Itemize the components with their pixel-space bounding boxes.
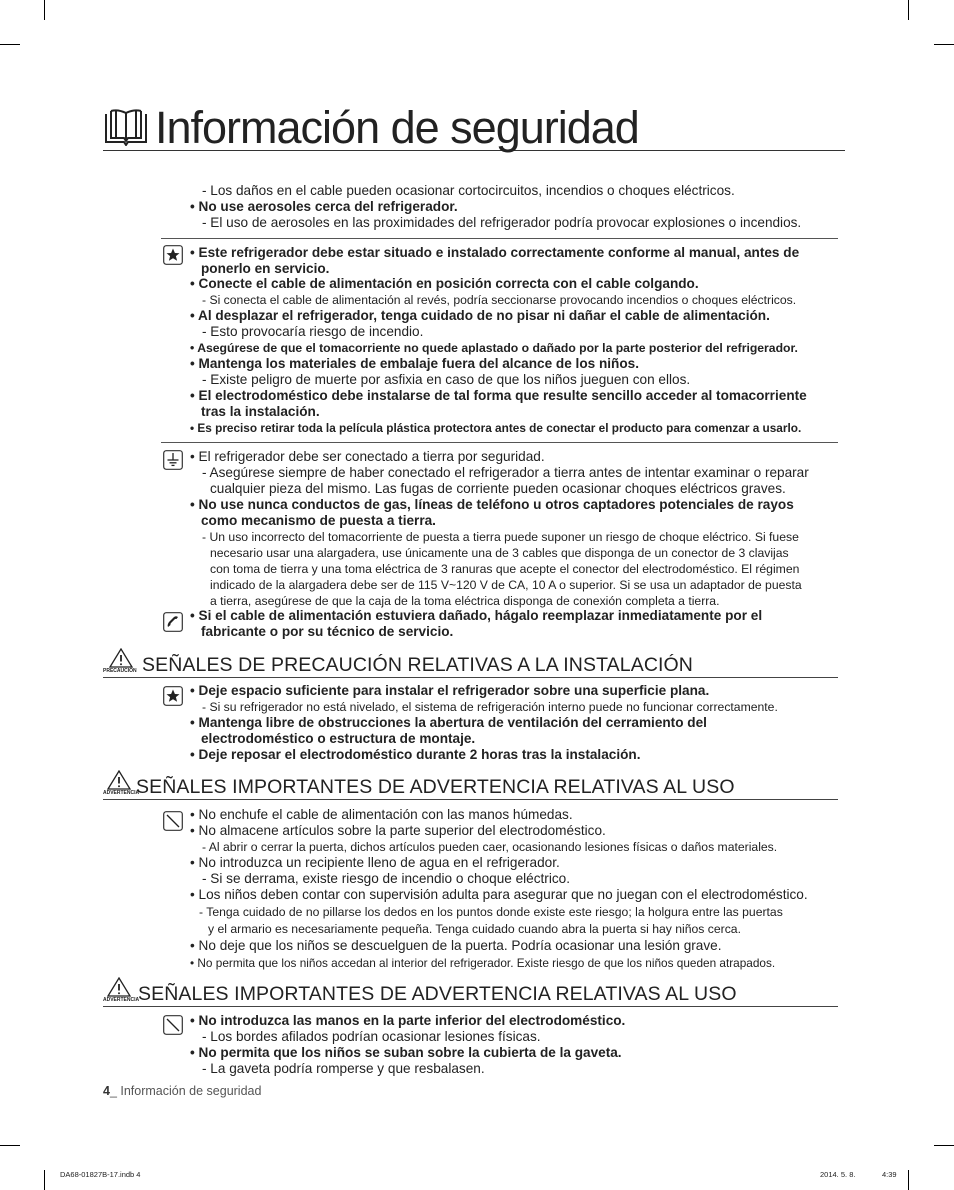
block2-line: cualquier pieza del mismo. Las fugas de corriente pueden ocasionar choques eléctricos graves. bbox=[210, 481, 786, 496]
section-rule bbox=[103, 1006, 838, 1007]
block2-line: como mecanismo de puesta a tierra. bbox=[201, 513, 436, 528]
page-title: Información de seguridad bbox=[155, 102, 639, 153]
block1-line: • Es preciso retirar toda la película plástica protectora antes de conectar el producto para comenzar a usarlo. bbox=[190, 421, 802, 435]
block1-line: - Si conecta el cable de alimentación al revés, podría seccionarse provocando incendios o choques eléctricos. bbox=[202, 293, 797, 307]
caution-triangle-icon bbox=[109, 648, 133, 668]
section3-line: - Los bordes afilados podrían ocasionar lesiones físicas. bbox=[202, 1029, 541, 1044]
page-title-bar bbox=[103, 104, 845, 151]
block1-line: • Asegúrese de que el tomacorriente no quede aplastado o dañado por la parte posterior del refrigerador. bbox=[190, 341, 798, 355]
block1-line: - Esto provocaría riesgo de incendio. bbox=[202, 324, 424, 339]
block2-line: - Un uso incorrecto del tomacorriente de puesta a tierra puede suponer un riesgo de choque eléctrico. Si fuese bbox=[202, 530, 799, 544]
page-number: 4 bbox=[103, 1084, 110, 1098]
block3-line: fabricante o por su técnico de servicio. bbox=[201, 624, 454, 639]
crop-mark bbox=[934, 1145, 954, 1146]
crop-mark bbox=[934, 44, 954, 45]
block1-line: • Conecte el cable de alimentación en posición correcta con el cable colgando. bbox=[190, 276, 699, 291]
block1-line: ponerlo en servicio. bbox=[201, 261, 330, 276]
warning-triangle-icon bbox=[107, 977, 131, 997]
print-slug-time: 4:39 bbox=[882, 1170, 897, 1179]
section1-line: electrodoméstico o estructura de montaje. bbox=[201, 731, 476, 746]
block2-line: - Asegúrese siempre de haber conectado el refrigerador a tierra antes de intentar examinar o reparar bbox=[202, 465, 809, 480]
section1-line: • Mantenga libre de obstrucciones la abertura de ventilación del cerramiento del bbox=[190, 715, 707, 730]
block2-line: a tierra, asegúrese de que la caja de la toma eléctrica disponga de conexión completa a tierra. bbox=[210, 594, 720, 608]
block2-line: • El refrigerador debe ser conectado a tierra por seguridad. bbox=[190, 449, 545, 464]
crop-mark bbox=[908, 0, 909, 20]
section1-line: • Deje reposar el electrodoméstico durante 2 horas tras la instalación. bbox=[190, 747, 641, 762]
section2-line: - Si se derrama, existe riesgo de incendio o choque eléctrico. bbox=[202, 871, 570, 886]
star-icon bbox=[163, 686, 183, 706]
print-slug-file: DA68-01827B-17.indb 4 bbox=[60, 1170, 141, 1179]
crop-mark bbox=[44, 0, 45, 20]
section-rule bbox=[103, 677, 838, 678]
block1-line: • Este refrigerador debe estar situado e instalado correctamente conforme al manual, antes de bbox=[190, 245, 800, 260]
block2-line: con toma de tierra y una toma eléctrica de 3 ranuras que acepte el conector del electrodoméstico. El régimen bbox=[210, 562, 800, 576]
section-rule bbox=[103, 799, 838, 800]
caution-label: PRECAUCIÓN bbox=[103, 668, 137, 674]
prohibited-icon bbox=[163, 1015, 183, 1035]
block1-line: • Mantenga los materiales de embalaje fuera del alcance de los niños. bbox=[190, 356, 639, 371]
crop-mark bbox=[0, 1145, 20, 1146]
block1-line: - Existe peligro de muerte por asfixia en caso de que los niños jueguen con ellos. bbox=[202, 372, 691, 387]
section-heading: SEÑALES IMPORTANTES DE ADVERTENCIA RELATIVAS AL USO bbox=[138, 983, 737, 1005]
crop-mark bbox=[44, 1170, 45, 1190]
footer-label: _ Información de seguridad bbox=[109, 1084, 262, 1098]
section2-line: • No deje que los niños se descuelguen de la puerta. Podría ocasionar una lesión grave. bbox=[190, 938, 722, 953]
section2-line: • No permita que los niños accedan al interior del refrigerador. Existe riesgo de que los niños queden atrapados. bbox=[190, 956, 776, 970]
section2-line: • Los niños deben contar con supervisión adulta para asegurar que no juegan con el electrodoméstico. bbox=[190, 887, 808, 902]
section3-line: • No permita que los niños se suban sobre la cubierta de la gaveta. bbox=[190, 1045, 622, 1060]
block2-line: indicado de la alargadera debe ser de 115 V~120 V de CA, 10 A o superior. Si se usa un adaptador de puesta bbox=[210, 578, 802, 592]
block1-line: • El electrodoméstico debe instalarse de tal forma que resulte sencillo acceder al tomacorriente bbox=[190, 388, 807, 403]
book-icon bbox=[103, 108, 149, 146]
section3-line: • No introduzca las manos en la parte inferior del electrodoméstico. bbox=[190, 1013, 626, 1028]
section-heading: SEÑALES IMPORTANTES DE ADVERTENCIA RELATIVAS AL USO bbox=[136, 776, 735, 798]
section1-line: • Deje espacio suficiente para instalar el refrigerador sobre una superficie plana. bbox=[190, 683, 710, 698]
warning-label: ADVERTENCIA bbox=[103, 997, 140, 1003]
prohibited-icon bbox=[163, 811, 183, 831]
intro-line: - El uso de aerosoles en las proximidades del refrigerador podría provocar explosiones o incendios. bbox=[202, 215, 802, 230]
divider bbox=[161, 238, 838, 239]
phone-icon bbox=[163, 612, 183, 632]
section2-line: • No almacene artículos sobre la parte superior del electrodoméstico. bbox=[190, 823, 606, 838]
block1-line: • Al desplazar el refrigerador, tenga cuidado de no pisar ni dañar el cable de alimentación. bbox=[190, 308, 770, 323]
intro-line: • No use aerosoles cerca del refrigerador. bbox=[190, 199, 458, 214]
section2-line: • No enchufe el cable de alimentación con las manos húmedas. bbox=[190, 807, 573, 822]
section2-line: • No introduzca un recipiente lleno de agua en el refrigerador. bbox=[190, 855, 560, 870]
section2-line: y el armario es necesariamente pequeña. Tenga cuidado cuando abra la puerta si hay niños cerca. bbox=[208, 922, 741, 936]
block3-line: • Si el cable de alimentación estuviera dañado, hágalo reemplazar inmediatamente por el bbox=[190, 608, 763, 623]
section-heading: SEÑALES DE PRECAUCIÓN RELATIVAS A LA INSTALACIÓN bbox=[142, 654, 693, 676]
section3-line: - La gaveta podría romperse y que resbalasen. bbox=[202, 1061, 485, 1076]
intro-line: - Los daños en el cable pueden ocasionar cortocircuitos, incendios o choques eléctricos. bbox=[202, 183, 735, 198]
page-footer bbox=[103, 1084, 261, 1098]
block2-line: necesario usar una alargadera, use únicamente una de 3 cables que disponga de un conector de 3 clavijas bbox=[210, 546, 789, 560]
block2-line: • No use nunca conductos de gas, líneas de teléfono u otros captadores potenciales de rayos bbox=[190, 497, 794, 512]
crop-mark bbox=[0, 44, 20, 45]
section2-line: - Al abrir o cerrar la puerta, dichos artículos pueden caer, ocasionando lesiones físicas o daños materiales. bbox=[202, 840, 778, 854]
warning-triangle-icon bbox=[107, 770, 131, 790]
block1-line: tras la instalación. bbox=[201, 404, 320, 419]
section2-line: - Tenga cuidado de no pillarse los dedos en los puntos donde existe este riesgo; la holgura entre las puertas bbox=[199, 905, 783, 919]
ground-icon bbox=[163, 450, 183, 470]
warning-label: ADVERTENCIA bbox=[103, 790, 140, 796]
crop-mark bbox=[908, 1170, 909, 1190]
star-icon bbox=[163, 245, 183, 265]
section1-line: - Si su refrigerador no está nivelado, el sistema de refrigeración interno puede no funcionar correctamente. bbox=[202, 700, 778, 714]
divider bbox=[161, 442, 838, 443]
print-slug-date: 2014. 5. 8. bbox=[820, 1170, 856, 1179]
